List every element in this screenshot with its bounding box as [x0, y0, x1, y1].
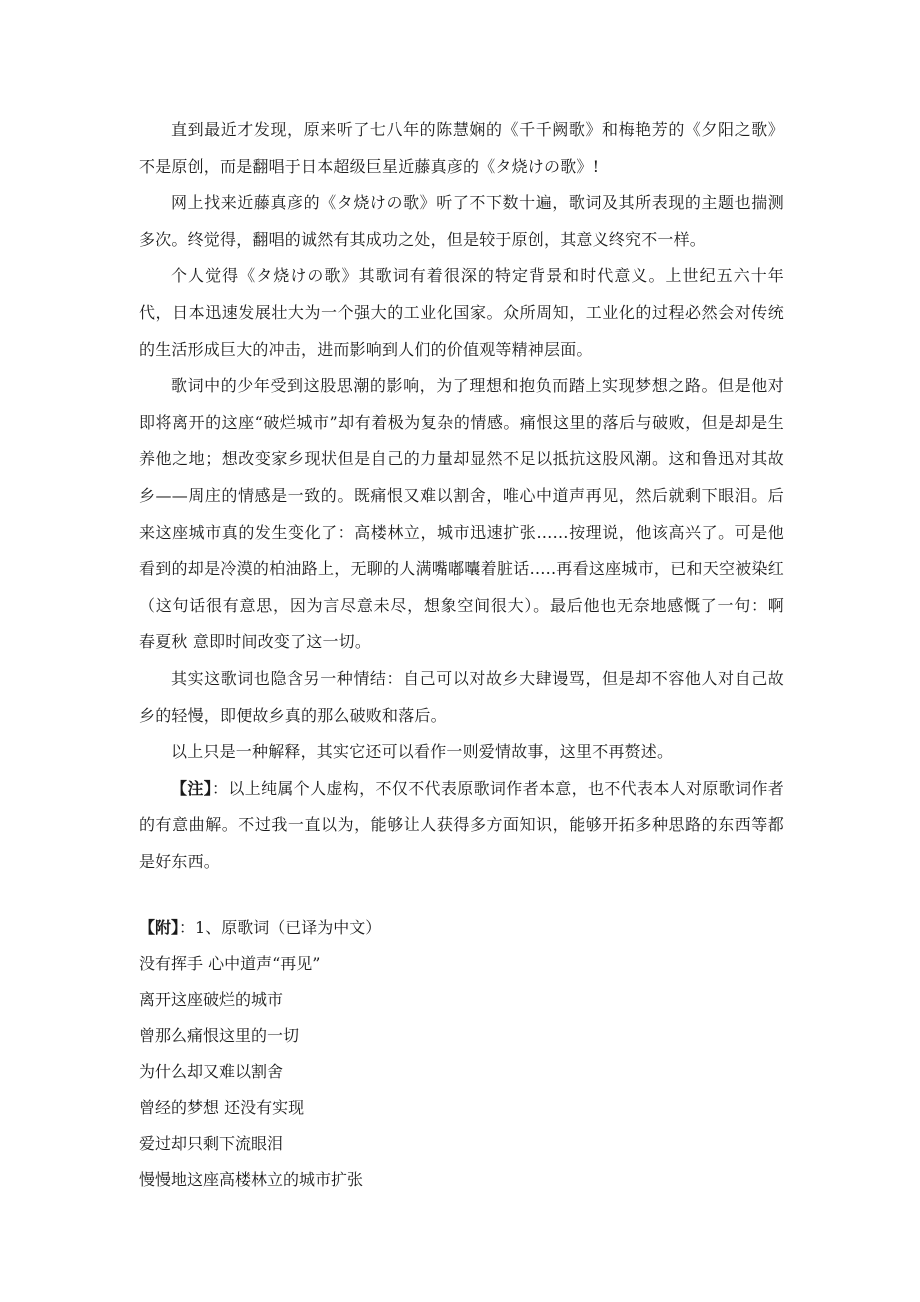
note-label: 【注】	[171, 778, 213, 798]
article-body	[139, 112, 784, 880]
lyric-line: 曾经的梦想 还没有实现	[139, 1098, 305, 1117]
paragraph-2: 网上找来近藤真彦的《タ烧けの歌》听了不下数十遍，歌词及其所表现的主题也揣测多次。终觉得，翻唱的诚然有其成功之处，但是较于原创，其意义终究不一样。	[139, 193, 784, 249]
lyric-line: 曾那么痛恨这里的一切	[139, 1026, 300, 1045]
lyric-line: 没有挥手 心中道声“再见”	[139, 954, 321, 973]
lyric-line: 爱过却只剩下流眼泪	[139, 1134, 284, 1153]
paragraph-4: 歌词中的少年受到这股思潮的影响，为了理想和抱负而踏上实现梦想之路。但是他对即将离开的这座“破烂城市”却有着极为复杂的情感。痛恨这里的落后与破败，但是却是生养他之地；想改变家乡现状但是自己的力量却显然不足以抵抗这股风潮。这和鲁迅对其故乡——周庄的情感是一致的。既痛恨又难以割舍，唯心中道声再见，然后就剩下眼泪。后来这座城市真的发生变化了：高楼林立，城市迅速扩张……按理说，他该高兴了。可是他看到的却是冷漠的柏油路上，无聊的人满嘴嘟囔着脏话…..再看这座城市，已和天空被染红（这句话很有意思，因为言尽意未尽，想象空间很大）。最后他也无奈地感慨了一句：啊 春夏秋 意即时间改变了这一切。	[139, 376, 784, 652]
paragraph-3: 个人觉得《タ烧けの歌》其歌词有着很深的特定背景和时代意义。上世纪五六十年代，日本迅速发展壮大为一个强大的工业化国家。众所周知，工业化的过程必然会对传统的生活形成巨大的冲击，进而影响到人们的价值观等精神层面。	[139, 266, 784, 359]
lyric-line: 为什么却又难以割舍	[139, 1062, 284, 1081]
appendix-heading	[139, 910, 784, 946]
note-paragraph	[139, 771, 784, 881]
lyric-line: 慢慢地这座高楼林立的城市扩张	[139, 1170, 364, 1189]
lyric-line: 离开这座破烂的城市	[139, 990, 284, 1009]
appendix-lyrics	[139, 910, 784, 1198]
paragraph-6: 以上只是一种解释，其实它还可以看作一则爱情故事，这里不再赘述。	[171, 742, 674, 762]
paragraph-1: 直到最近才发现，原来听了七八年的陈慧娴的《千千阙歌》和梅艳芳的《夕阳之歌》不是原创，而是翻唱于日本超级巨星近藤真彦的《タ烧けの歌》!	[139, 120, 784, 176]
paragraph-5: 其实这歌词也隐含另一种情结：自己可以对故乡大肆谩骂，但是却不容他人对自己故乡的轻慢，即便故乡真的那么破败和落后。	[139, 668, 784, 725]
appendix-heading-text: ：1、原歌词（已译为中文）	[179, 918, 382, 937]
appendix-label: 【附】	[139, 918, 180, 937]
note-text: ：以上纯属个人虚构，不仅不代表原歌词作者本意，也不代表本人对原歌词作者的有意曲解。不过我一直以为，能够让人获得多方面知识，能够开拓多种思路的东西等都是好东西。	[139, 778, 784, 871]
